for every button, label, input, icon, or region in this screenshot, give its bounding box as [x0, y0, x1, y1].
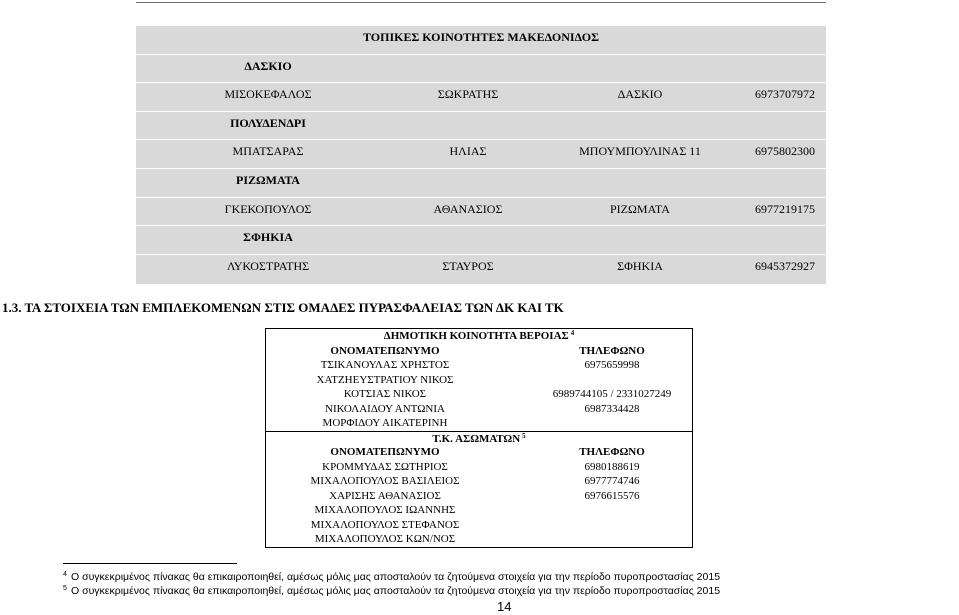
footnote-text: Ο συγκεκριμένος πίνακας θα επικαιροποιηθεί, αμέσως μόλις μας αποσταλούν τα ζητούμενα στοιχεία για την περίοδο πυροπροστασίας 2015 — [71, 585, 721, 597]
cell-phone-empty — [504, 416, 692, 431]
cell-phone-empty — [504, 373, 692, 388]
cell-address: ΣΦΗΚΙΑ — [617, 258, 663, 273]
cell-name: ΧΑΤΖΗΕΥΣΤΡΑΤΙΟΥ ΝΙΚΟΣ — [316, 373, 454, 386]
cell-address: ΔΑΣΚΙΟ — [617, 87, 663, 102]
table-row — [266, 503, 692, 518]
table-row — [266, 474, 692, 489]
cell-name: ΚΟΤΣΙΑΣ ΝΙΚΟΣ — [343, 388, 427, 400]
group-label: ΣΦΗΚΙΑ — [243, 230, 293, 245]
cell-name: ΝΙΚΟΛΑΙΔΟΥ ΑΝΤΩΝΙΑ — [325, 402, 445, 415]
footnote-ref: 4 — [570, 329, 575, 337]
footnote-ref: 5 — [522, 431, 526, 440]
table-header-row — [136, 26, 826, 55]
cell-phone: 6980188619 — [584, 460, 640, 473]
cell-phone: 6987334428 — [584, 402, 640, 415]
group-row — [136, 55, 826, 84]
cell-phone-empty — [504, 503, 692, 518]
cell-name: ΜΙΧΑΛΟΠΟΥΛΟΣ ΚΩΝ/ΝΟΣ — [314, 533, 456, 545]
block-title-row — [266, 329, 692, 344]
table-row — [136, 140, 826, 169]
page-number: 14 — [497, 599, 512, 614]
table-row — [266, 460, 692, 475]
cell-phone: 6945372927 — [755, 258, 815, 273]
table-row — [266, 402, 692, 417]
table-title: ΤΟΠΙΚΕΣ ΚΟΙΝΟΤΗΤΕΣ ΜΑΚΕΔΟΝΙΔΟΣ — [363, 30, 599, 44]
cell-phone-empty — [504, 518, 692, 533]
column-header-row — [266, 445, 692, 460]
table-top-border — [136, 2, 826, 3]
group-label: ΡΙΖΩΜΑΤΑ — [236, 172, 300, 187]
cell-firstname: ΣΩΚΡΑΤΗΣ — [437, 87, 499, 102]
table-row — [266, 416, 692, 431]
table-row — [266, 387, 692, 402]
group-row — [136, 226, 826, 255]
block-title-text: Τ.Κ. ΑΣΩΜΑΤΩΝ — [432, 432, 521, 445]
column-header-row — [266, 344, 692, 359]
phone-header: ΤΗΛΕΦΩΝΟ — [579, 446, 645, 458]
cell-surname: ΓΚΕΚΟΠΟΥΛΟΣ — [224, 201, 312, 216]
cell-surname: ΜΠΑΤΣΑΡΑΣ — [232, 144, 304, 159]
cell-phone: 6975802300 — [755, 144, 815, 159]
table-row — [266, 532, 692, 547]
name-header: ΟΝΟΜΑΤΕΠΩΝΥΜΟ — [330, 446, 440, 458]
table-row — [136, 198, 826, 227]
cell-name: ΜΙΧΑΛΟΠΟΥΛΟΣ ΣΤΕΦΑΝΟΣ — [310, 518, 460, 531]
table-row — [136, 255, 826, 284]
table-row — [266, 518, 692, 533]
footnote: 4 Ο συγκεκριμένος πίνακας θα επικαιροποιηθεί, αμέσως μόλις μας αποσταλούν τα ζητούμενα στοιχεία για την περίοδο πυροπροστασίας 2015 — [63, 571, 721, 583]
cell-phone: 6975659998 — [584, 359, 640, 371]
cell-phone: 6976615576 — [584, 489, 640, 502]
cell-name: ΜΙΧΑΛΟΠΟΥΛΟΣ ΙΩΑΝΝΗΣ — [314, 504, 456, 516]
cell-firstname: ΣΤΑΥΡΟΣ — [442, 258, 494, 273]
table-row — [266, 373, 692, 388]
cell-surname: ΜΙΣΟΚΕΦΑΛΟΣ — [224, 87, 312, 102]
footnote-separator — [63, 563, 237, 564]
cell-surname: ΛΥΚΟΣΤΡΑΤΗΣ — [226, 258, 310, 273]
table-row — [266, 489, 692, 504]
cell-address: ΡΙΖΩΜΑΤΑ — [610, 201, 670, 216]
phone-header: ΤΗΛΕΦΩΝΟ — [579, 344, 645, 357]
cell-phone: 6989744105 / 2331027249 — [552, 388, 672, 400]
footnote: 5 Ο συγκεκριμένος πίνακας θα επικαιροποιηθεί, αμέσως μόλις μας αποσταλούν τα ζητούμενα στοιχεία για την περίοδο πυροπροστασίας 2015 — [63, 585, 721, 597]
table-row — [266, 358, 692, 373]
name-header: ΟΝΟΜΑΤΕΠΩΝΥΜΟ — [330, 344, 440, 357]
local-communities-table — [136, 26, 826, 284]
cell-phone: 6973707972 — [755, 87, 815, 102]
cell-name: ΧΑΡΙΣΗΣ ΑΘΑΝΑΣΙΟΣ — [329, 489, 441, 502]
cell-name: ΜΟΡΦΙΔΟΥ ΑΙΚΑΤΕΡΙΝΗ — [322, 417, 448, 429]
footnote-text: Ο συγκεκριμένος πίνακας θα επικαιροποιηθεί, αμέσως μόλις μας αποσταλούν τα ζητούμενα στοιχεία για την περίοδο πυροπροστασίας 2015 — [71, 571, 721, 583]
cell-phone-empty — [504, 532, 692, 547]
cell-phone: 6977774746 — [584, 475, 640, 487]
cell-name: ΚΡΟΜΜΥΔΑΣ ΣΩΤΗΡΙΟΣ — [322, 460, 448, 473]
section-heading: 1.3. ΤΑ ΣΤΟΙΧΕΙΑ ΤΩΝ ΕΜΠΛΕΚΟΜΕΝΩΝ ΣΤΙΣ ΟΜΑΔΕΣ ΠΥΡΑΣΦΑΛΕΙΑΣ ΤΩΝ ΔΚ ΚΑΙ ΤΚ — [2, 300, 564, 315]
block-title — [266, 329, 692, 344]
group-row — [136, 112, 826, 141]
block-title-text: ΔΗΜΟΤΙΚΗ ΚΟΙΝΟΤΗΤΑ ΒΕΡΟΙΑΣ — [383, 330, 569, 342]
cell-name: ΤΣΙΚΑΝΟΥΛΑΣ ΧΡΗΣΤΟΣ — [320, 359, 450, 371]
cell-firstname: ΑΘΑΝΑΣΙΟΣ — [433, 201, 503, 216]
cell-firstname: ΗΛΙΑΣ — [449, 144, 487, 159]
contacts-table — [265, 328, 693, 548]
cell-name: ΜΙΧΑΛΟΠΟΥΛΟΣ ΒΑΣΙΛΕΙΟΣ — [310, 475, 460, 487]
table-row — [136, 83, 826, 112]
group-label: ΠΟΛΥΔΕΝΔΡΙ — [230, 115, 306, 130]
group-label: ΔΑΣΚΙΟ — [244, 58, 292, 73]
block-title — [266, 432, 692, 446]
cell-address: ΜΠΟΥΜΠΟΥΛΙΝΑΣ 11 — [579, 144, 701, 159]
block-title-row — [266, 431, 692, 446]
cell-phone: 6977219175 — [755, 201, 815, 216]
group-row — [136, 169, 826, 198]
